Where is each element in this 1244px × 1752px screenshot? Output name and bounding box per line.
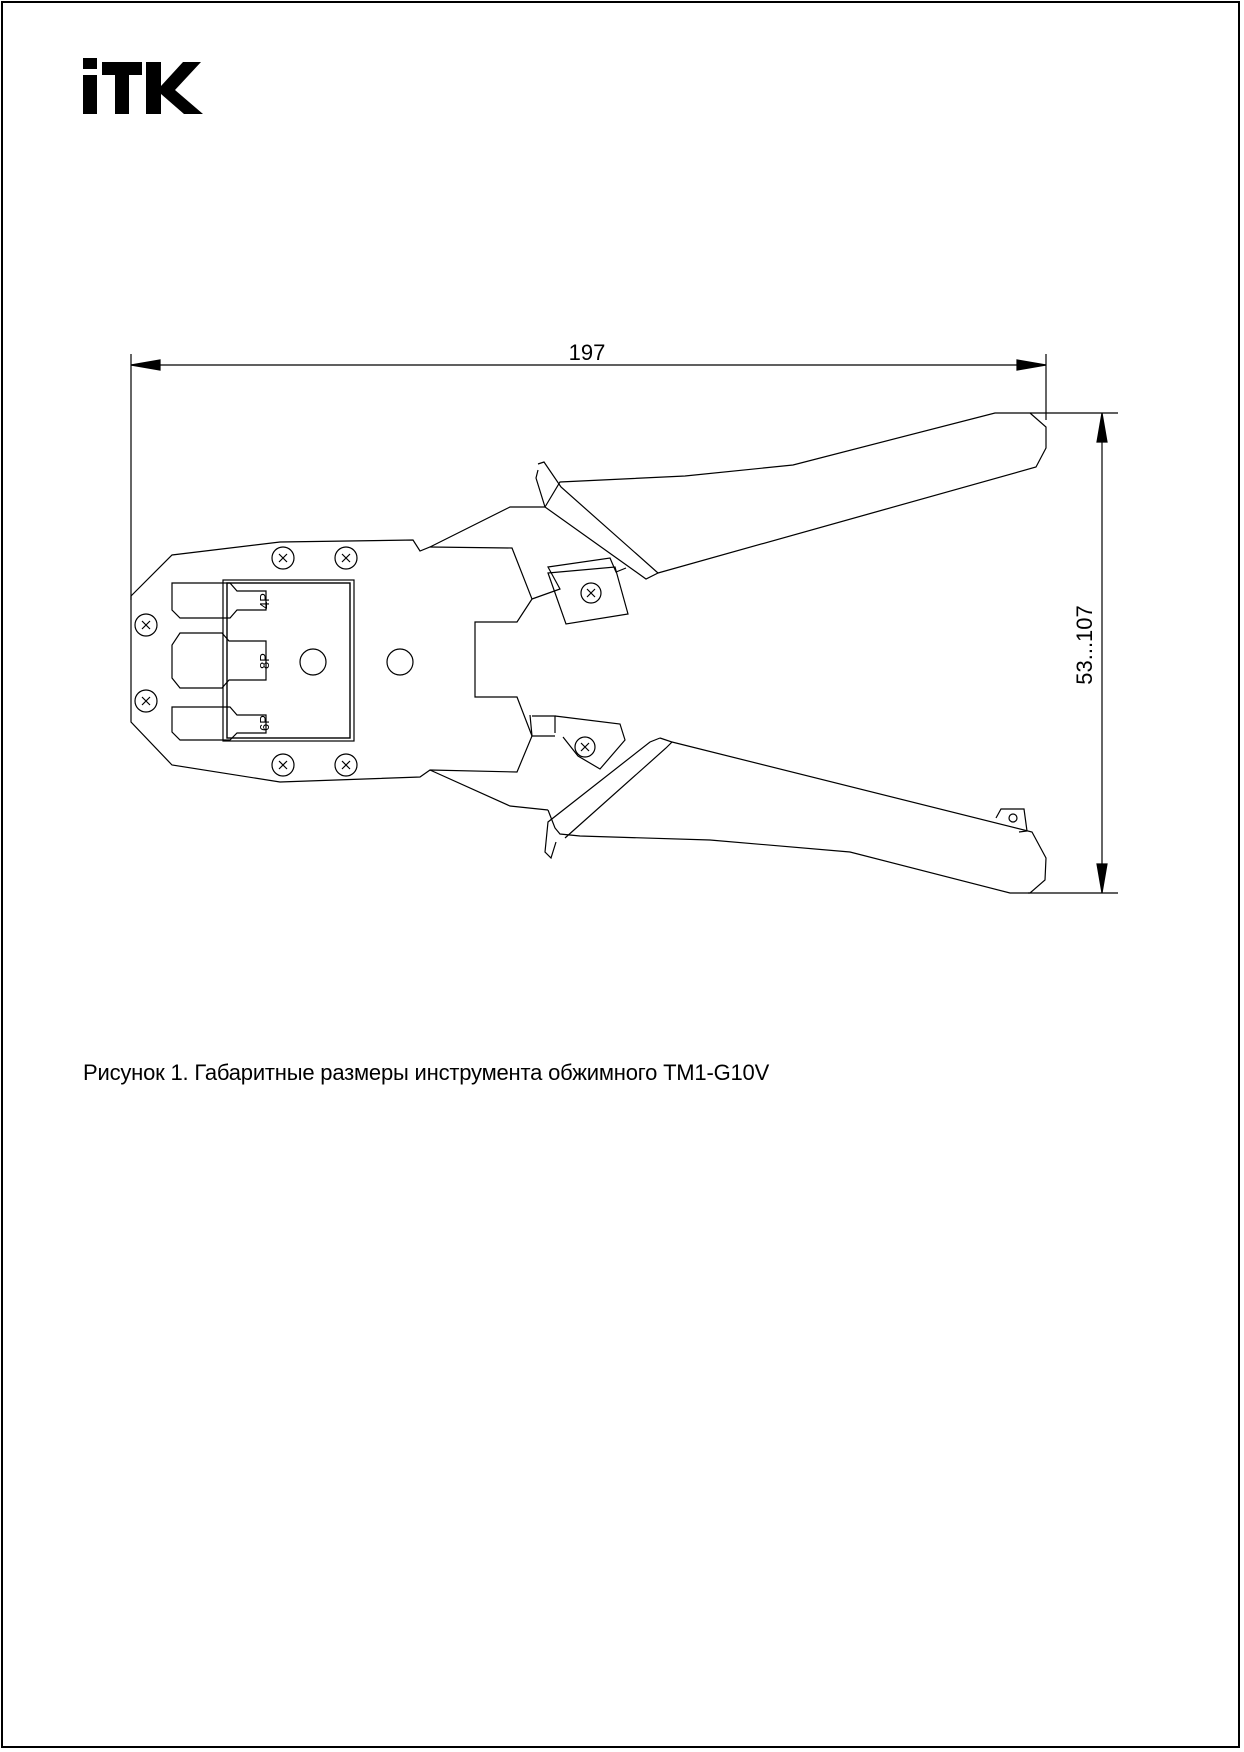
- opening-dimension-value: 53...107: [1072, 605, 1097, 685]
- die-label-8p: 8P: [257, 653, 272, 669]
- upper-handle: [430, 413, 1046, 624]
- figure-caption: Рисунок 1. Габаритные размеры инструмента обжимного TM1-G10V: [83, 1060, 770, 1085]
- screws: [135, 547, 601, 776]
- die-label-4p: 4P: [257, 593, 272, 609]
- die-label-6p: 6P: [257, 715, 272, 731]
- tool-head: [131, 540, 532, 782]
- width-dimension-value: 197: [568, 340, 606, 365]
- lower-handle: [430, 715, 1046, 893]
- opening-dimension: [1028, 413, 1118, 893]
